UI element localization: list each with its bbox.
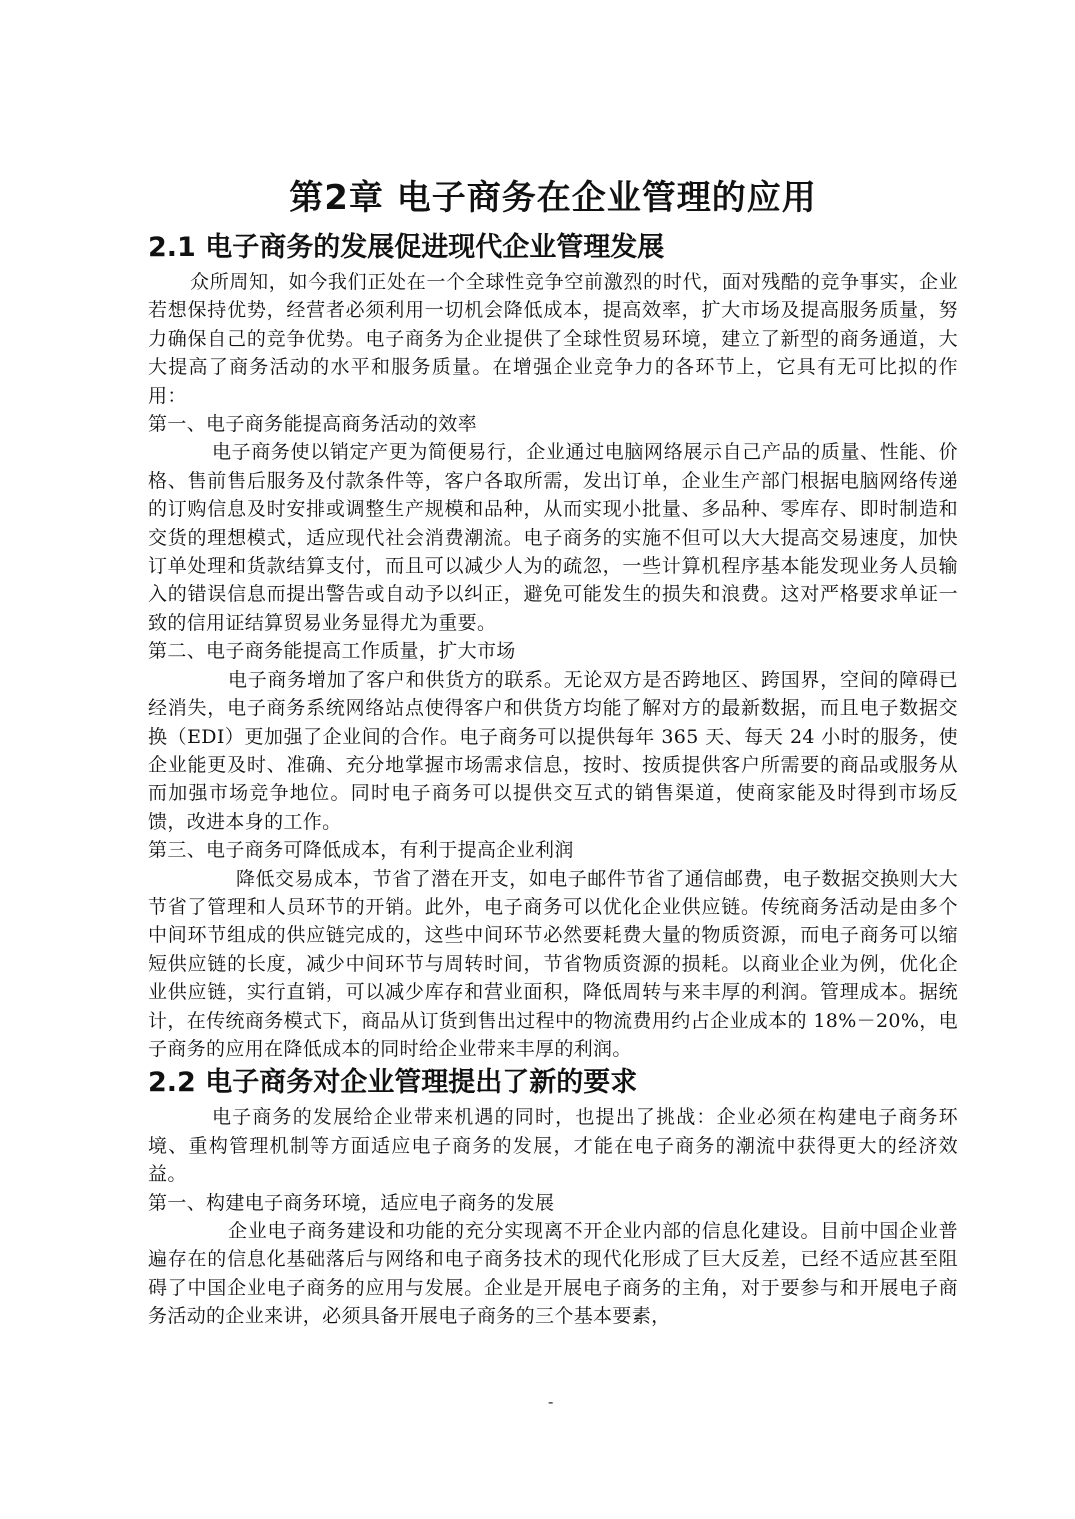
section-title: 2.1 电子商务的发展促进现代企业管理发展 <box>148 232 665 263</box>
point-heading: 第一、构建电子商务环境，适应电子商务的发展 <box>148 1191 555 1214</box>
point-body-paragraph: 降低交易成本，节省了潜在开支，如电子邮件节省了通信邮费，电子数据交换则大大节省了管理和人员环节的开销。此外，电子商务可以优化企业供应链。传统商务活动是由多个中间环节组成的供应链完成的，这些中间环节必然要耗费大量的物质资源，而电子商务可以缩短供应链的长度，减少中间环节与周转时间，节省物质资源的损耗。以商业企业为例，优化企业供应链，实行直销，可以减少库存和营业面积，降低周转与来丰厚的利润。管理成本。据统计，在传统商务模式下，商品从订货到售出过程中的物流费用约占企业成本的 18%－20%，电子商务的应用在降低成本的同时给企业带来丰厚的利润。 <box>148 867 958 1060</box>
point-body-paragraph: 电子商务使以销定产更为简便易行，企业通过电脑网络展示自己产品的质量、性能、价格、售前售后服务及付款条件等，客户各取所需，发出订单，企业生产部门根据电脑网络传递的订购信息及时安排或调整生产规模和品种，从而实现小批量、多品种、零库存、即时制造和交货的理想模式，适应现代社会消费潮流。电子商务的实施不但可以大大提高交易速度，加快订单处理和货款结算支付，而且可以减少人为的疏忽，一些计算机程序基本能发现业务人员输入的错误信息而提出警告或自动予以纠正，避免可能发生的损失和浪费。这对严格要求单证一致的信用证结算贸易业务显得尤为重要。 <box>148 441 958 634</box>
section-intro-paragraph: 电子商务的发展给企业带来机遇的同时，也提出了挑战：企业必须在构建电子商务环境、重构管理机制等方面适应电子商务的发展，才能在电子商务的潮流中获得更大的经济效益。 <box>148 1106 958 1186</box>
point-heading: 第一、电子商务能提高商务活动的效率 <box>148 413 477 436</box>
section-title: 2.2 电子商务对企业管理提出了新的要求 <box>148 1067 638 1099</box>
chapter-title: 第2章 电子商务在企业管理的应用 <box>289 178 817 218</box>
point-heading: 第二、电子商务能提高工作质量，扩大市场 <box>148 640 516 663</box>
document-page <box>148 170 958 1331</box>
point-body-paragraph: 企业电子商务建设和功能的充分实现离不开企业内部的信息化建设。目前中国企业普遍存在的信息化基础落后与网络和电子商务技术的现代化形成了巨大反差，已经不适应甚至阻碍了中国企业电子商务的应用与发展。企业是开展电子商务的主角，对于要参与和开展电子商务活动的企业来讲，必须具备开展电子商务的三个基本要素， <box>148 1220 958 1328</box>
page-number-marker: - <box>548 1392 554 1411</box>
section-intro-paragraph: 众所周知，如今我们正处在一个全球性竞争空前激烈的时代，面对残酷的竞争事实，企业若想保持优势，经营者必须利用一切机会降低成本，提高效率，扩大市场及提高服务质量，努力确保自己的竞争优势。电子商务为企业提供了全球性贸易环境，建立了新型的商务通道，大大提高了商务活动的水平和服务质量。在增强企业竞争力的各环节上，它具有无可比拟的作用： <box>148 271 958 407</box>
point-heading: 第三、电子商务可降低成本，有利于提高企业利润 <box>148 839 574 862</box>
point-body-paragraph: 电子商务增加了客户和供货方的联系。无论双方是否跨地区、跨国界，空间的障碍已经消失，电子商务系统网络站点使得客户和供货方均能了解对方的最新数据，而且电子数据交换（EDI）更加强了企业间的合作。电子商务可以提供每年 365 天、每天 24 小时的服务，使企业能更及时、准确、充分地掌握市场需求信息，按时、按质提供客户所需要的商品或服务从而加强市场竞争地位。同时电子商务可以提供交互式的销售渠道，使商家能及时得到市场反馈，改进本身的工作。 <box>148 668 958 833</box>
